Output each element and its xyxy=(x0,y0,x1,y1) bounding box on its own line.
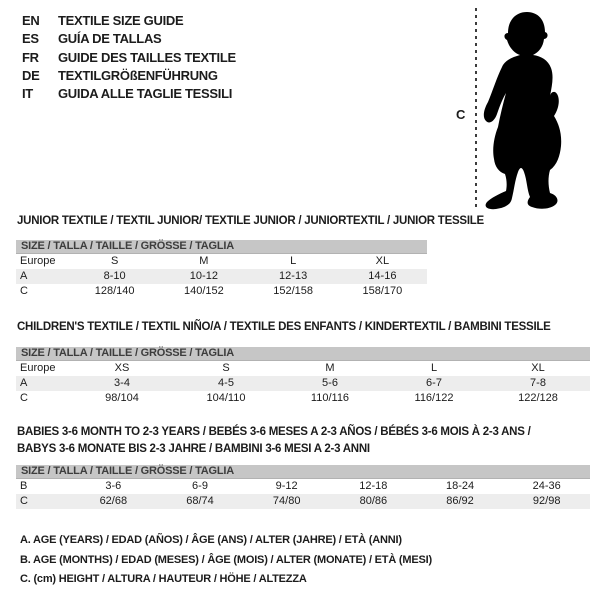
legend-line: B. AGE (MONTHS) / EDAD (MESES) / ÂGE (MOIS) / ALTER (MONATE) / ETÀ (MESI) xyxy=(20,553,432,566)
table-rows xyxy=(16,479,590,509)
row-label: Europe xyxy=(20,255,56,267)
table-title-line: BABYS 3-6 MONATE BIS 2-3 JAHRE / BAMBINI 3-6 MESI A 2-3 ANNI xyxy=(17,443,370,455)
size-cell: 98/104 xyxy=(105,392,139,404)
size-cell: 12-13 xyxy=(279,270,308,282)
size-cell: 6-9 xyxy=(192,480,208,492)
table-title-line: CHILDREN'S TEXTILE / TEXTIL NIÑO/A / TEXTILE DES ENFANTS / KINDERTEXTIL / BAMBINI TESSILE xyxy=(17,321,551,333)
language-code: FR xyxy=(22,49,39,65)
table-row xyxy=(16,269,427,284)
size-table-junior xyxy=(16,240,427,299)
legend-line: A. AGE (YEARS) / EDAD (AÑOS) / ÂGE (ANS) / ALTER (JAHRE) / ETÀ (ANNI) xyxy=(20,534,402,546)
size-cell: 92/98 xyxy=(532,495,561,507)
language-code: ES xyxy=(22,31,39,47)
size-cell: 128/140 xyxy=(94,285,135,297)
size-table-children xyxy=(16,347,590,406)
language-title: GUIDA ALLE TAGLIE TESSILI xyxy=(58,86,233,102)
size-cell: S xyxy=(222,362,230,374)
table-row xyxy=(16,479,590,494)
size-cell: 74/80 xyxy=(272,495,301,507)
table-row xyxy=(16,284,427,299)
language-row xyxy=(22,12,236,30)
size-cell: M xyxy=(325,362,335,374)
size-cell: 116/122 xyxy=(414,392,454,404)
size-cell: 3-4 xyxy=(114,377,130,389)
size-cell: M xyxy=(199,255,209,267)
size-cell: 6-7 xyxy=(426,377,442,389)
size-cell: 68/74 xyxy=(186,495,214,507)
row-label: Europe xyxy=(20,362,56,374)
table-row xyxy=(16,376,590,391)
size-cell: 9-12 xyxy=(275,480,298,492)
size-cell: 5-6 xyxy=(322,377,338,389)
size-cell: 104/110 xyxy=(206,392,246,404)
table-title-line: BABIES 3-6 MONTH TO 2-3 YEARS / BEBÉS 3-6 MESES A 2-3 AÑOS / BÉBÉS 3-6 MOIS À 2-3 ANS / xyxy=(17,426,531,438)
language-code: IT xyxy=(22,86,33,102)
row-label: C xyxy=(20,285,28,297)
size-cell: S xyxy=(110,255,119,267)
height-measure-label: C xyxy=(456,107,466,122)
language-code: DE xyxy=(22,67,40,83)
table-row xyxy=(16,254,427,269)
baby-silhouette-icon xyxy=(480,0,575,210)
size-cell: 110/116 xyxy=(310,392,350,404)
table-row xyxy=(16,391,590,406)
size-cell: 158/170 xyxy=(362,285,403,297)
size-cell: 62/68 xyxy=(99,495,128,507)
table-row xyxy=(16,361,590,376)
table-title-babies xyxy=(17,424,531,458)
size-cell: XS xyxy=(114,362,130,374)
row-label: C xyxy=(20,392,28,404)
row-label: C xyxy=(20,495,28,507)
size-cell: XL xyxy=(375,255,390,267)
height-dotted-line xyxy=(475,8,477,208)
size-cell: 122/128 xyxy=(518,392,558,404)
size-cell: XL xyxy=(531,362,545,374)
size-cell: 7-8 xyxy=(530,377,546,389)
table-title-line: JUNIOR TEXTILE / TEXTIL JUNIOR/ TEXTILE JUNIOR / JUNIORTEXTIL / JUNIOR TESSILE xyxy=(17,215,484,227)
row-label: A xyxy=(20,377,28,389)
table-title-children xyxy=(17,319,551,336)
row-label: A xyxy=(20,270,28,282)
size-cell: 4-5 xyxy=(218,377,234,389)
measurement-legend xyxy=(20,531,432,590)
language-title-list xyxy=(22,12,236,103)
size-cell: 14-16 xyxy=(368,270,397,282)
size-header-bar: SIZE / TALLA / TAILLE / GRÖSSE / TAGLIA xyxy=(16,465,590,479)
language-row xyxy=(22,85,236,103)
size-cell: 8-10 xyxy=(103,270,126,282)
row-label: B xyxy=(20,480,28,492)
size-cell: 24-36 xyxy=(532,480,561,492)
baby-silhouette-path xyxy=(484,12,561,209)
size-cell: L xyxy=(290,255,297,267)
language-title: TEXTILGRÖßENFÜHRUNG xyxy=(58,67,218,83)
table-rows xyxy=(16,361,590,406)
table-rows xyxy=(16,254,427,299)
size-cell: 152/158 xyxy=(273,285,313,297)
table-title-junior xyxy=(17,213,484,230)
language-title: GUIDE DES TAILLES TEXTILE xyxy=(58,49,236,65)
size-cell: 12-18 xyxy=(359,480,388,492)
size-cell: 140/152 xyxy=(183,285,224,297)
legend-line: C. (cm) HEIGHT / ALTURA / HAUTEUR / HÖHE / ALTEZZA xyxy=(20,573,307,585)
size-cell: 3-6 xyxy=(105,480,122,492)
table-row xyxy=(16,494,590,509)
language-row xyxy=(22,67,236,85)
language-code: EN xyxy=(22,13,40,28)
size-cell: 80/86 xyxy=(359,495,388,507)
language-row xyxy=(22,49,236,67)
size-cell: 10-12 xyxy=(189,270,218,282)
size-table-babies xyxy=(16,465,590,509)
size-header-bar: SIZE / TALLA / TAILLE / GRÖSSE / TAGLIA xyxy=(16,347,590,361)
language-title: TEXTILE SIZE GUIDE xyxy=(58,13,184,28)
size-header-bar: SIZE / TALLA / TAILLE / GRÖSSE / TAGLIA xyxy=(16,240,427,254)
language-row xyxy=(22,30,236,48)
size-cell: 86/92 xyxy=(446,495,474,507)
size-cell: L xyxy=(430,362,438,374)
size-cell: 18-24 xyxy=(445,480,475,492)
language-title: GUÍA DE TALLAS xyxy=(58,31,162,47)
